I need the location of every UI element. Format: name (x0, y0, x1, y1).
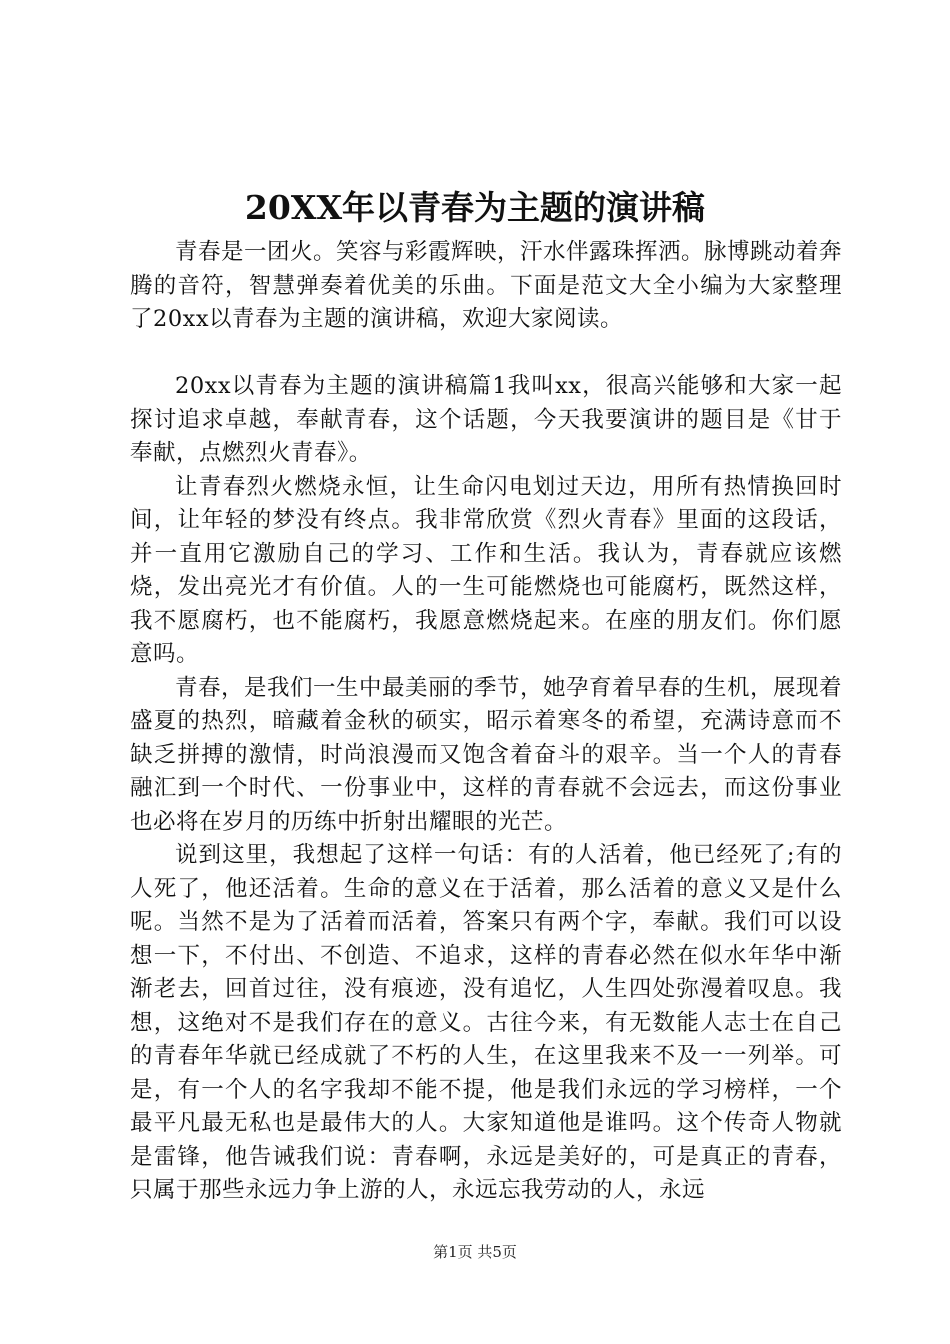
paragraph-body: 让青春烈火燃烧永恒，让生命闪电划过天边，用所有热情换回时间，让年轻的梦没有终点。我非常欣赏《烈火青春》里面的这段话，并一直用它激励自己的学习、工作和生活。我认为，青春就应该燃烧，发出亮光才有价值。人的一生可能燃烧也可能腐朽，既然这样，我不愿腐朽，也不能腐朽，我愿意燃烧起来。在座的朋友们。你们愿意吗。 (130, 473, 842, 667)
paragraph-intro: 青春是一团火。笑容与彩霞辉映，汗水伴露珠挥洒。脉博跳动着奔腾的音符，智慧弹奏着优美的乐曲。下面是范文大全小编为大家整理了20xx以青春为主题的演讲稿，欢迎大家阅读。 (130, 239, 843, 332)
paragraph-opening: 20xx以青春为主题的演讲稿篇1我叫xx，很高兴能够和大家一起探讨追求卓越，奉献青春，这个话题，今天我要演讲的题目是《甘于奉献，点燃烈火青春》。 (130, 373, 842, 466)
paragraph-body: 说到这里，我想起了这样一句话：有的人活着，他已经死了;有的人死了，他还活着。生命的意义在于活着，那么活着的意义又是什么呢。当然不是为了活着而活着，答案只有两个字，奉献。我们可以设想一下，不付出、不创造、不追求，这样的青春必然在似水年华中渐渐老去，回首过往，没有痕迹，没有追忆，人生四处弥漫着叹息。我想，这绝对不是我们存在的意义。古往今来，有无数能人志士在自己的青春年华就已经成就了不朽的人生，在这里我来不及一一列举。可是，有一个人的名字我却不能不提，他是我们永远的学习榜样，一个最平凡最无私也是最伟大的人。大家知道他是谁吗。这个传奇人物就是雷锋，他告诫我们说：青春啊，永远是美好的，可是真正的青春，只属于那些永远力争上游的人，永远忘我劳动的人，永远 (130, 842, 842, 1203)
paragraph-body: 青春，是我们一生中最美丽的季节，她孕育着早春的生机，展现着盛夏的热烈，暗藏着金秋的硕实，昭示着寒冬的希望，充满诗意而不缺乏拼搏的激情，时尚浪漫而又饱含着奋斗的艰辛。当一个人的青春融汇到一个时代、一份事业中，这样的青春就不会远去，而这份事业也必将在岁月的历练中折射出耀眼的光芒。 (130, 674, 843, 835)
document-body (130, 236, 842, 1208)
page-number: 第1页 共5页 (433, 1243, 517, 1261)
document-title: 20XX年以青春为主题的演讲稿 (244, 188, 706, 227)
